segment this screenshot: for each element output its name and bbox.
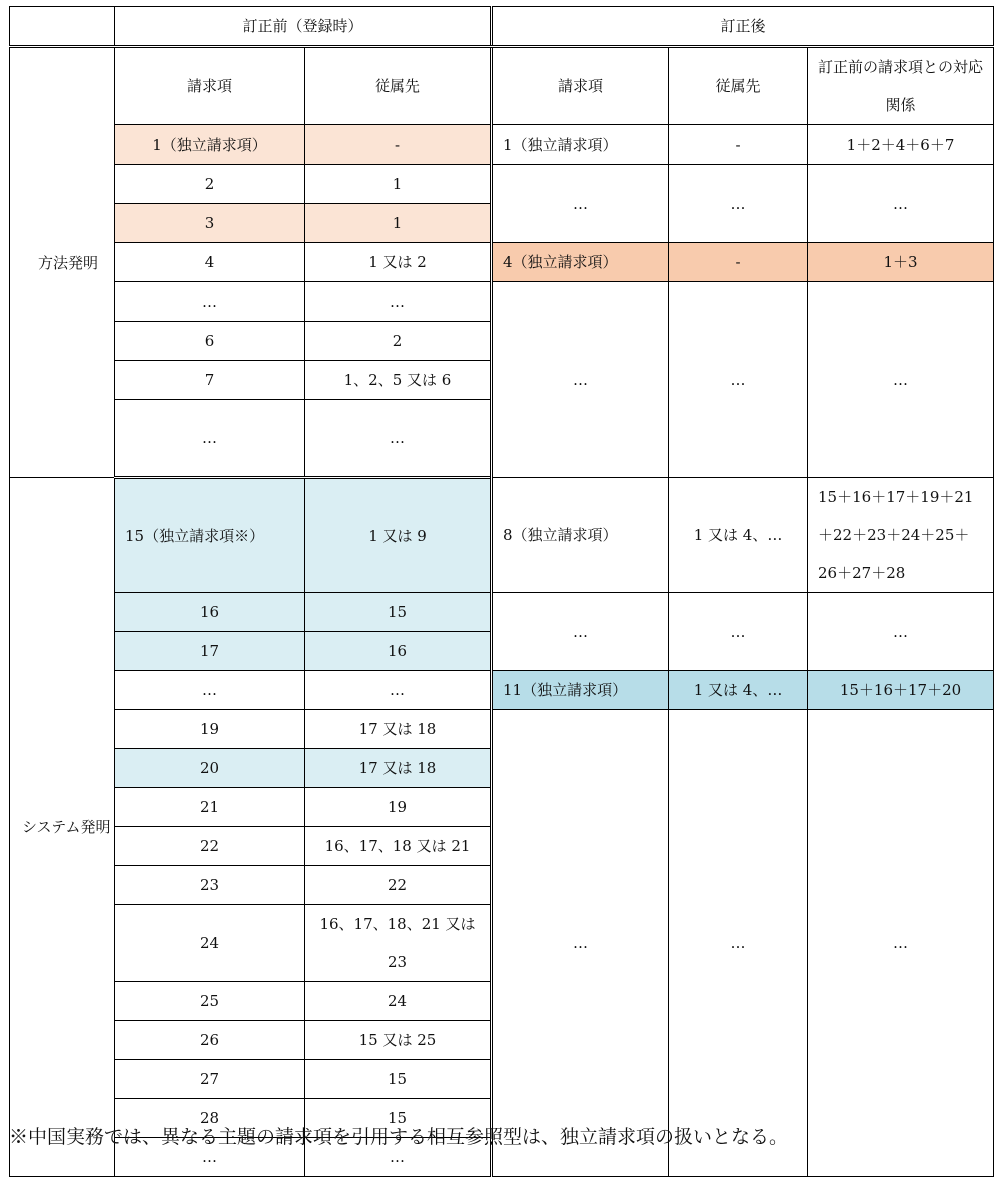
after-method-claim-2: … [492,165,669,243]
after-system-claim-3: 11（独立請求項） [492,671,669,710]
before-method-dep-4: 1 又は 2 [305,243,492,282]
after-method-corr-3: 1＋3 [808,243,994,282]
before-system-dep-15: … [305,1138,492,1177]
before-system-dep-4: … [305,671,492,710]
after-method-claim-1: 1（独立請求項） [492,125,669,165]
before-system-claim-8: 22 [115,827,305,866]
before-system-dep-11: 24 [305,982,492,1021]
before-system-claim-14: 28 [115,1099,305,1138]
before-system-dep-13: 15 [305,1060,492,1099]
before-system-dep-3: 16 [305,632,492,671]
before-system-claim-1: 15（独立請求項※） [115,478,305,593]
after-method-corr-1: 1＋2＋4＋6＋7 [808,125,994,165]
after-method-claim-3: 4（独立請求項） [492,243,669,282]
before-system-claim-2: 16 [115,593,305,632]
header-depends-after: 従属先 [669,47,808,125]
after-method-claim-4: … [492,282,669,478]
before-method-claim-5: … [115,282,305,322]
before-method-dep-2: 1 [305,165,492,204]
before-system-claim-6: 20 [115,749,305,788]
after-system-dep-4: … [669,710,808,1177]
before-method-claim-3: 3 [115,204,305,243]
before-method-claim-8: … [115,400,305,478]
header-claim-before: 請求項 [115,47,305,125]
claims-correction-table-wrapper [9,6,993,1177]
header-after: 訂正後 [492,7,994,47]
claims-correction-table [9,6,994,1177]
before-system-dep-7: 19 [305,788,492,827]
after-system-dep-3: 1 又は 4、… [669,671,808,710]
before-method-claim-2: 2 [115,165,305,204]
after-system-dep-2: … [669,593,808,671]
before-method-dep-3: 1 [305,204,492,243]
after-system-corr-2: … [808,593,994,671]
before-method-claim-1: 1（独立請求項） [115,125,305,165]
before-method-dep-8: … [305,400,492,478]
footnote: ※中国実務では、異なる主題の請求項を引用する相互参照型は、独立請求項の扱いとなる。 [9,1126,789,1148]
before-system-claim-9: 23 [115,866,305,905]
before-method-dep-6: 2 [305,322,492,361]
header-before: 訂正前（登録時） [115,7,492,47]
header-correspondence: 訂正前の請求項との対応関係 [808,47,994,125]
before-system-dep-14: 15 [305,1099,492,1138]
before-system-dep-8: 16、17、18 又は 21 [305,827,492,866]
before-method-claim-4: 4 [115,243,305,282]
after-system-corr-3: 15＋16＋17＋20 [808,671,994,710]
after-system-claim-2: … [492,593,669,671]
corner-cell [10,7,115,47]
before-system-claim-10: 24 [115,905,305,982]
before-system-dep-6: 17 又は 18 [305,749,492,788]
header-claim-after: 請求項 [492,47,669,125]
after-method-dep-3: - [669,243,808,282]
before-system-claim-15: … [115,1138,305,1177]
after-method-corr-4: … [808,282,994,478]
category-method: 方法発明 [10,47,115,478]
before-system-claim-5: 19 [115,710,305,749]
before-method-dep-1: - [305,125,492,165]
after-system-corr-4: … [808,710,994,1177]
after-system-corr-1: 15＋16＋17＋19＋21＋22＋23＋24＋25＋26＋27＋28 [808,478,994,593]
header-depends-before: 従属先 [305,47,492,125]
before-system-dep-5: 17 又は 18 [305,710,492,749]
before-method-claim-6: 6 [115,322,305,361]
after-method-dep-1: - [669,125,808,165]
before-system-dep-1: 1 又は 9 [305,478,492,593]
before-system-claim-13: 27 [115,1060,305,1099]
before-system-dep-9: 22 [305,866,492,905]
before-system-claim-12: 26 [115,1021,305,1060]
before-system-claim-11: 25 [115,982,305,1021]
after-system-claim-4: … [492,710,669,1177]
before-system-dep-12: 15 又は 25 [305,1021,492,1060]
before-system-claim-4: … [115,671,305,710]
before-system-claim-7: 21 [115,788,305,827]
before-method-dep-7: 1、2、5 又は 6 [305,361,492,400]
after-system-dep-1: 1 又は 4、… [669,478,808,593]
after-method-corr-2: … [808,165,994,243]
before-method-claim-7: 7 [115,361,305,400]
after-method-dep-2: … [669,165,808,243]
before-system-dep-2: 15 [305,593,492,632]
before-system-dep-10: 16、17、18、21 又は 23 [305,905,492,982]
before-system-claim-3: 17 [115,632,305,671]
before-method-dep-5: … [305,282,492,322]
after-system-claim-1: 8（独立請求項） [492,478,669,593]
after-method-dep-4: … [669,282,808,478]
category-system: システム発明 [10,478,115,1177]
